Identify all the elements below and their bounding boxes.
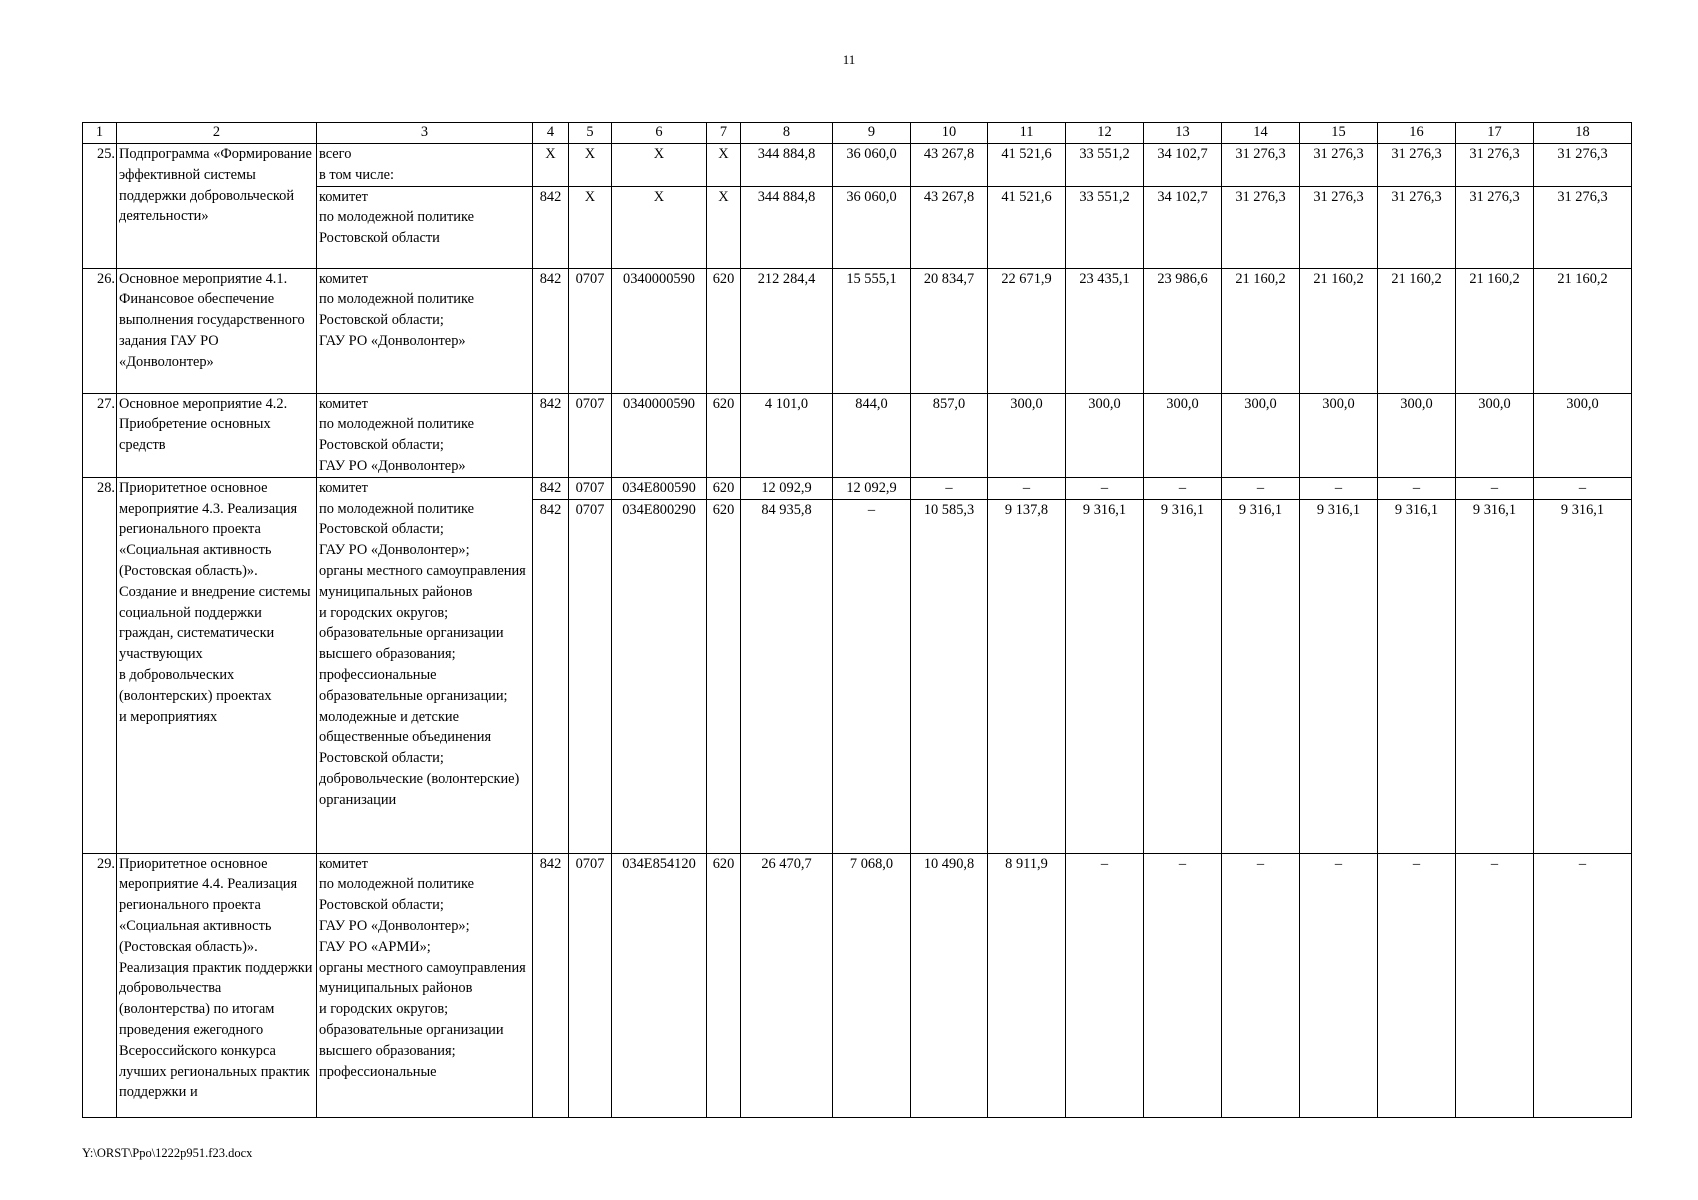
value-total: 26 470,7: [741, 853, 833, 1117]
code-grbs: 842: [533, 853, 569, 1117]
value-year: 21 160,2: [1378, 268, 1456, 393]
value-year: 31 276,3: [1300, 186, 1378, 268]
value-year: 300,0: [1222, 393, 1300, 477]
header-cell: 1: [83, 123, 117, 144]
code-vr: 620: [707, 477, 741, 499]
header-cell: 10: [911, 123, 988, 144]
code-rzpr: 0707: [569, 393, 612, 477]
code-grbs: 842: [533, 499, 569, 853]
row-number: 28.: [83, 477, 117, 853]
code-rzpr: 0707: [569, 477, 612, 499]
code-grbs: X: [533, 144, 569, 187]
value-year: 20 834,7: [911, 268, 988, 393]
code-csr: 034E854120: [612, 853, 707, 1117]
value-year: –: [988, 477, 1066, 499]
code-grbs: 842: [533, 477, 569, 499]
value-year: 857,0: [911, 393, 988, 477]
value-year: 33 551,2: [1066, 186, 1144, 268]
header-cell: 14: [1222, 123, 1300, 144]
code-csr: 034E800290: [612, 499, 707, 853]
header-cell: 11: [988, 123, 1066, 144]
header-cell: 5: [569, 123, 612, 144]
value-year: 43 267,8: [911, 186, 988, 268]
value-year: –: [1066, 477, 1144, 499]
executor: комитет по молодежной политике Ростовской области; ГАУ РО «Донволонтер»; ГАУ РО «АРМИ»; органы местного самоуправления муниципальных районов и городских округов; образовательные организации высшего образования; профессиональные: [317, 853, 533, 1117]
budget-table: [82, 122, 1632, 1118]
file-path-footer: Y:\ORST\Ppo\1222p951.f23.docx: [82, 1146, 253, 1160]
value-year: 31 276,3: [1534, 186, 1632, 268]
header-cell: 3: [317, 123, 533, 144]
value-year: –: [1066, 853, 1144, 1117]
value-year: –: [1222, 477, 1300, 499]
code-grbs: 842: [533, 393, 569, 477]
value-year: 7 068,0: [833, 853, 911, 1117]
value-total: 212 284,4: [741, 268, 833, 393]
header-cell: 2: [117, 123, 317, 144]
value-year: 15 555,1: [833, 268, 911, 393]
value-year: 21 160,2: [1534, 268, 1632, 393]
table-row: [83, 144, 1632, 187]
code-csr: X: [612, 186, 707, 268]
value-year: 31 276,3: [1222, 144, 1300, 187]
executor: всего в том числе:: [317, 144, 533, 187]
value-year: 21 160,2: [1300, 268, 1378, 393]
header-cell: 9: [833, 123, 911, 144]
value-year: 34 102,7: [1144, 144, 1222, 187]
value-year: –: [833, 499, 911, 853]
value-total: 344 884,8: [741, 186, 833, 268]
measure-name: Подпрограмма «Формирование эффективной системы поддержки добровольческой деятельности»: [117, 144, 317, 269]
value-year: –: [1534, 477, 1632, 499]
value-year: –: [1300, 853, 1378, 1117]
header-row: [83, 123, 1632, 144]
code-vr: X: [707, 144, 741, 187]
row-number: 25.: [83, 144, 117, 269]
code-csr: X: [612, 144, 707, 187]
value-year: –: [1300, 477, 1378, 499]
value-year: 22 671,9: [988, 268, 1066, 393]
value-year: –: [1378, 477, 1456, 499]
header-cell: 15: [1300, 123, 1378, 144]
code-grbs: 842: [533, 186, 569, 268]
value-year: 9 316,1: [1066, 499, 1144, 853]
value-year: 9 316,1: [1378, 499, 1456, 853]
value-year: 844,0: [833, 393, 911, 477]
value-year: 23 435,1: [1066, 268, 1144, 393]
value-year: 31 276,3: [1534, 144, 1632, 187]
value-year: 10 490,8: [911, 853, 988, 1117]
header-cell: 6: [612, 123, 707, 144]
value-year: –: [1222, 853, 1300, 1117]
value-total: 4 101,0: [741, 393, 833, 477]
header-cell: 17: [1456, 123, 1534, 144]
value-year: 300,0: [1300, 393, 1378, 477]
value-total: 84 935,8: [741, 499, 833, 853]
value-year: 300,0: [1456, 393, 1534, 477]
value-year: 31 276,3: [1222, 186, 1300, 268]
value-year: 10 585,3: [911, 499, 988, 853]
value-year: 9 316,1: [1144, 499, 1222, 853]
value-year: 9 316,1: [1300, 499, 1378, 853]
value-year: –: [1378, 853, 1456, 1117]
value-year: 9 316,1: [1456, 499, 1534, 853]
measure-name: Основное мероприятие 4.1. Финансовое обеспечение выполнения государственного задания ГАУ РО «Донволонтер»: [117, 268, 317, 393]
value-year: 300,0: [1144, 393, 1222, 477]
row-number: 29.: [83, 853, 117, 1117]
value-year: 31 276,3: [1456, 144, 1534, 187]
value-year: 9 316,1: [1534, 499, 1632, 853]
value-year: 9 316,1: [1222, 499, 1300, 853]
value-year: 31 276,3: [1300, 144, 1378, 187]
value-year: 21 160,2: [1222, 268, 1300, 393]
code-csr: 034E800590: [612, 477, 707, 499]
header-cell: 12: [1066, 123, 1144, 144]
executor: комитет по молодежной политике Ростовской области; ГАУ РО «Донволонтер»: [317, 268, 533, 393]
value-year: 23 986,6: [1144, 268, 1222, 393]
value-year: 43 267,8: [911, 144, 988, 187]
value-year: 36 060,0: [833, 144, 911, 187]
value-year: –: [1456, 477, 1534, 499]
code-rzpr: 0707: [569, 853, 612, 1117]
code-csr: 0340000590: [612, 268, 707, 393]
row-number: 27.: [83, 393, 117, 477]
value-year: 300,0: [1378, 393, 1456, 477]
value-year: –: [1456, 853, 1534, 1117]
header-cell: 13: [1144, 123, 1222, 144]
header-cell: 4: [533, 123, 569, 144]
header-cell: 7: [707, 123, 741, 144]
value-year: 21 160,2: [1456, 268, 1534, 393]
value-year: –: [1144, 853, 1222, 1117]
code-vr: X: [707, 186, 741, 268]
value-year: 31 276,3: [1456, 186, 1534, 268]
value-year: –: [911, 477, 988, 499]
code-vr: 620: [707, 393, 741, 477]
row-number: 26.: [83, 268, 117, 393]
value-total: 12 092,9: [741, 477, 833, 499]
code-vr: 620: [707, 268, 741, 393]
value-year: 12 092,9: [833, 477, 911, 499]
table-row: [83, 477, 1632, 499]
code-csr: 0340000590: [612, 393, 707, 477]
table-row: [83, 268, 1632, 393]
value-year: 31 276,3: [1378, 186, 1456, 268]
code-vr: 620: [707, 853, 741, 1117]
value-year: 300,0: [1066, 393, 1144, 477]
code-rzpr: X: [569, 186, 612, 268]
code-grbs: 842: [533, 268, 569, 393]
value-total: 344 884,8: [741, 144, 833, 187]
header-cell: 8: [741, 123, 833, 144]
header-cell: 18: [1534, 123, 1632, 144]
value-year: 36 060,0: [833, 186, 911, 268]
table-row: [83, 393, 1632, 477]
value-year: 9 137,8: [988, 499, 1066, 853]
value-year: –: [1534, 853, 1632, 1117]
value-year: 300,0: [988, 393, 1066, 477]
value-year: –: [1144, 477, 1222, 499]
code-vr: 620: [707, 499, 741, 853]
value-year: 34 102,7: [1144, 186, 1222, 268]
value-year: 41 521,6: [988, 144, 1066, 187]
table-row: [83, 853, 1632, 1117]
code-rzpr: 0707: [569, 268, 612, 393]
header-cell: 16: [1378, 123, 1456, 144]
measure-name: Приоритетное основное мероприятие 4.4. Реализация регионального проекта «Социальная активность (Ростовская область)». Реализация практик поддержки добровольчества (волонтерства) по итогам проведения ежегодного Всероссийского конкурса лучших региональных практик поддержки и: [117, 853, 317, 1117]
measure-name: Приоритетное основное мероприятие 4.3. Реализация регионального проекта «Социальная активность (Ростовская область)». Создание и внедрение системы социальной поддержки граждан, систематически участвующих в добровольческих (волонтерских) проектах и мероприятиях: [117, 477, 317, 853]
value-year: 33 551,2: [1066, 144, 1144, 187]
value-year: 300,0: [1534, 393, 1632, 477]
value-year: 31 276,3: [1378, 144, 1456, 187]
measure-name: Основное мероприятие 4.2. Приобретение основных средств: [117, 393, 317, 477]
value-year: 41 521,6: [988, 186, 1066, 268]
page-number: 11: [842, 52, 856, 67]
value-year: 8 911,9: [988, 853, 1066, 1117]
executor: комитет по молодежной политике Ростовской области: [317, 186, 533, 268]
code-rzpr: X: [569, 144, 612, 187]
executor: комитет по молодежной политике Ростовской области; ГАУ РО «Донволонтер»: [317, 393, 533, 477]
code-rzpr: 0707: [569, 499, 612, 853]
executor: комитет по молодежной политике Ростовской области; ГАУ РО «Донволонтер»; органы местного самоуправления муниципальных районов и городских округов; образовательные организации высшего образования; профессиональные образовательные организации; молодежные и детские общественные объединения Ростовской области; добровольческие (волонтерские) организации: [317, 477, 533, 853]
